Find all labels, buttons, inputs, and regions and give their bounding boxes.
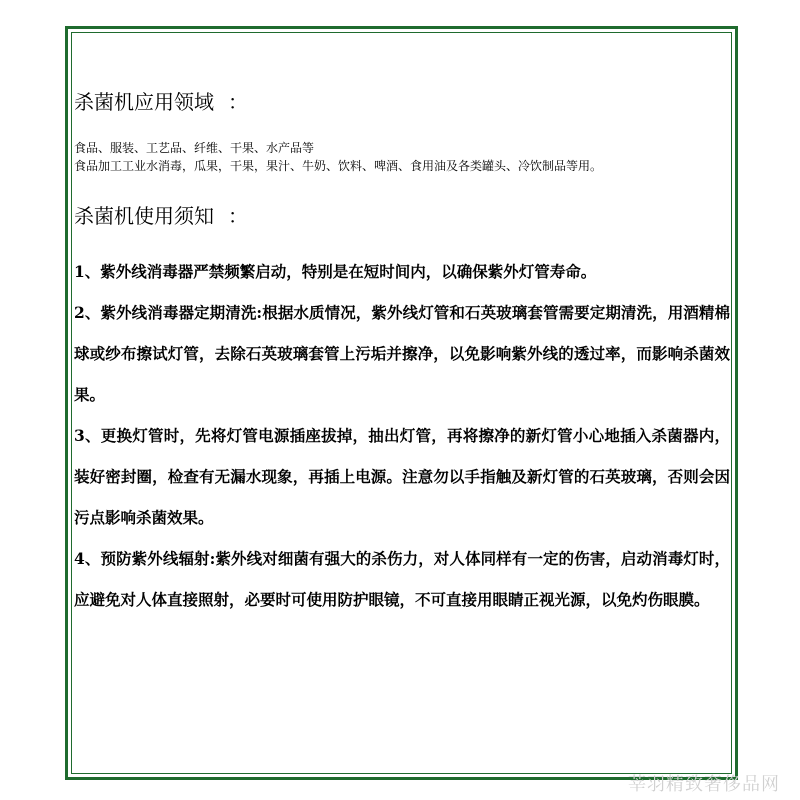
- usage-notes-title: [74, 201, 734, 231]
- usage-notes-title-colon: ：: [228, 204, 248, 228]
- document-content: [74, 87, 734, 620]
- application-fields-title: [74, 87, 734, 117]
- application-field-line: 食品加工工业水消毒，瓜果，干果，果汁、牛奶、饮料、啤酒、食用油及各类罐头、冷饮制品等用。: [74, 159, 603, 173]
- application-fields-title-text: 杀菌机应用领域: [74, 90, 214, 114]
- usage-note-item: 4、预防紫外线辐射:紫外线对细菌有强大的杀伤力，对人体同样有一定的伤害，启动消毒灯时，应避免对人体直接照射，必要时可使用防护眼镜，不可直接用眼睛正视光源，以免灼伤眼膜。: [74, 549, 730, 609]
- application-field-line: 食品、服装、工艺品、纤维、干果、水产品等: [74, 141, 315, 155]
- document-border: [65, 26, 738, 780]
- usage-note-item: 3、更换灯管时，先将灯管电源插座拔掉，抽出灯管，再将擦净的新灯管小心地插入杀菌器内，装好密封圈，检查有无漏水现象，再插上电源。注意勿以手指触及新灯管的石英玻璃，否则会因污点影响杀菌效果。: [74, 426, 730, 527]
- usage-notes-list: [74, 251, 730, 620]
- usage-notes-title-text: 杀菌机使用须知: [74, 204, 214, 228]
- application-fields-list: [74, 139, 734, 175]
- application-fields-title-colon: ：: [228, 90, 248, 114]
- usage-note-item: 1、紫外线消毒器严禁频繁启动，特别是在短时间内，以确保紫外灯管寿命。: [74, 262, 597, 281]
- usage-note-item: 2、紫外线消毒器定期清洗:根据水质情况，紫外线灯管和石英玻璃套管需要定期清洗，用酒精棉球或纱布擦试灯管，去除石英玻璃套管上污垢并擦净，以免影响紫外线的透过率，而影响杀菌效果。: [74, 303, 730, 404]
- site-watermark: 莘羽精致奢侈品网: [628, 774, 780, 795]
